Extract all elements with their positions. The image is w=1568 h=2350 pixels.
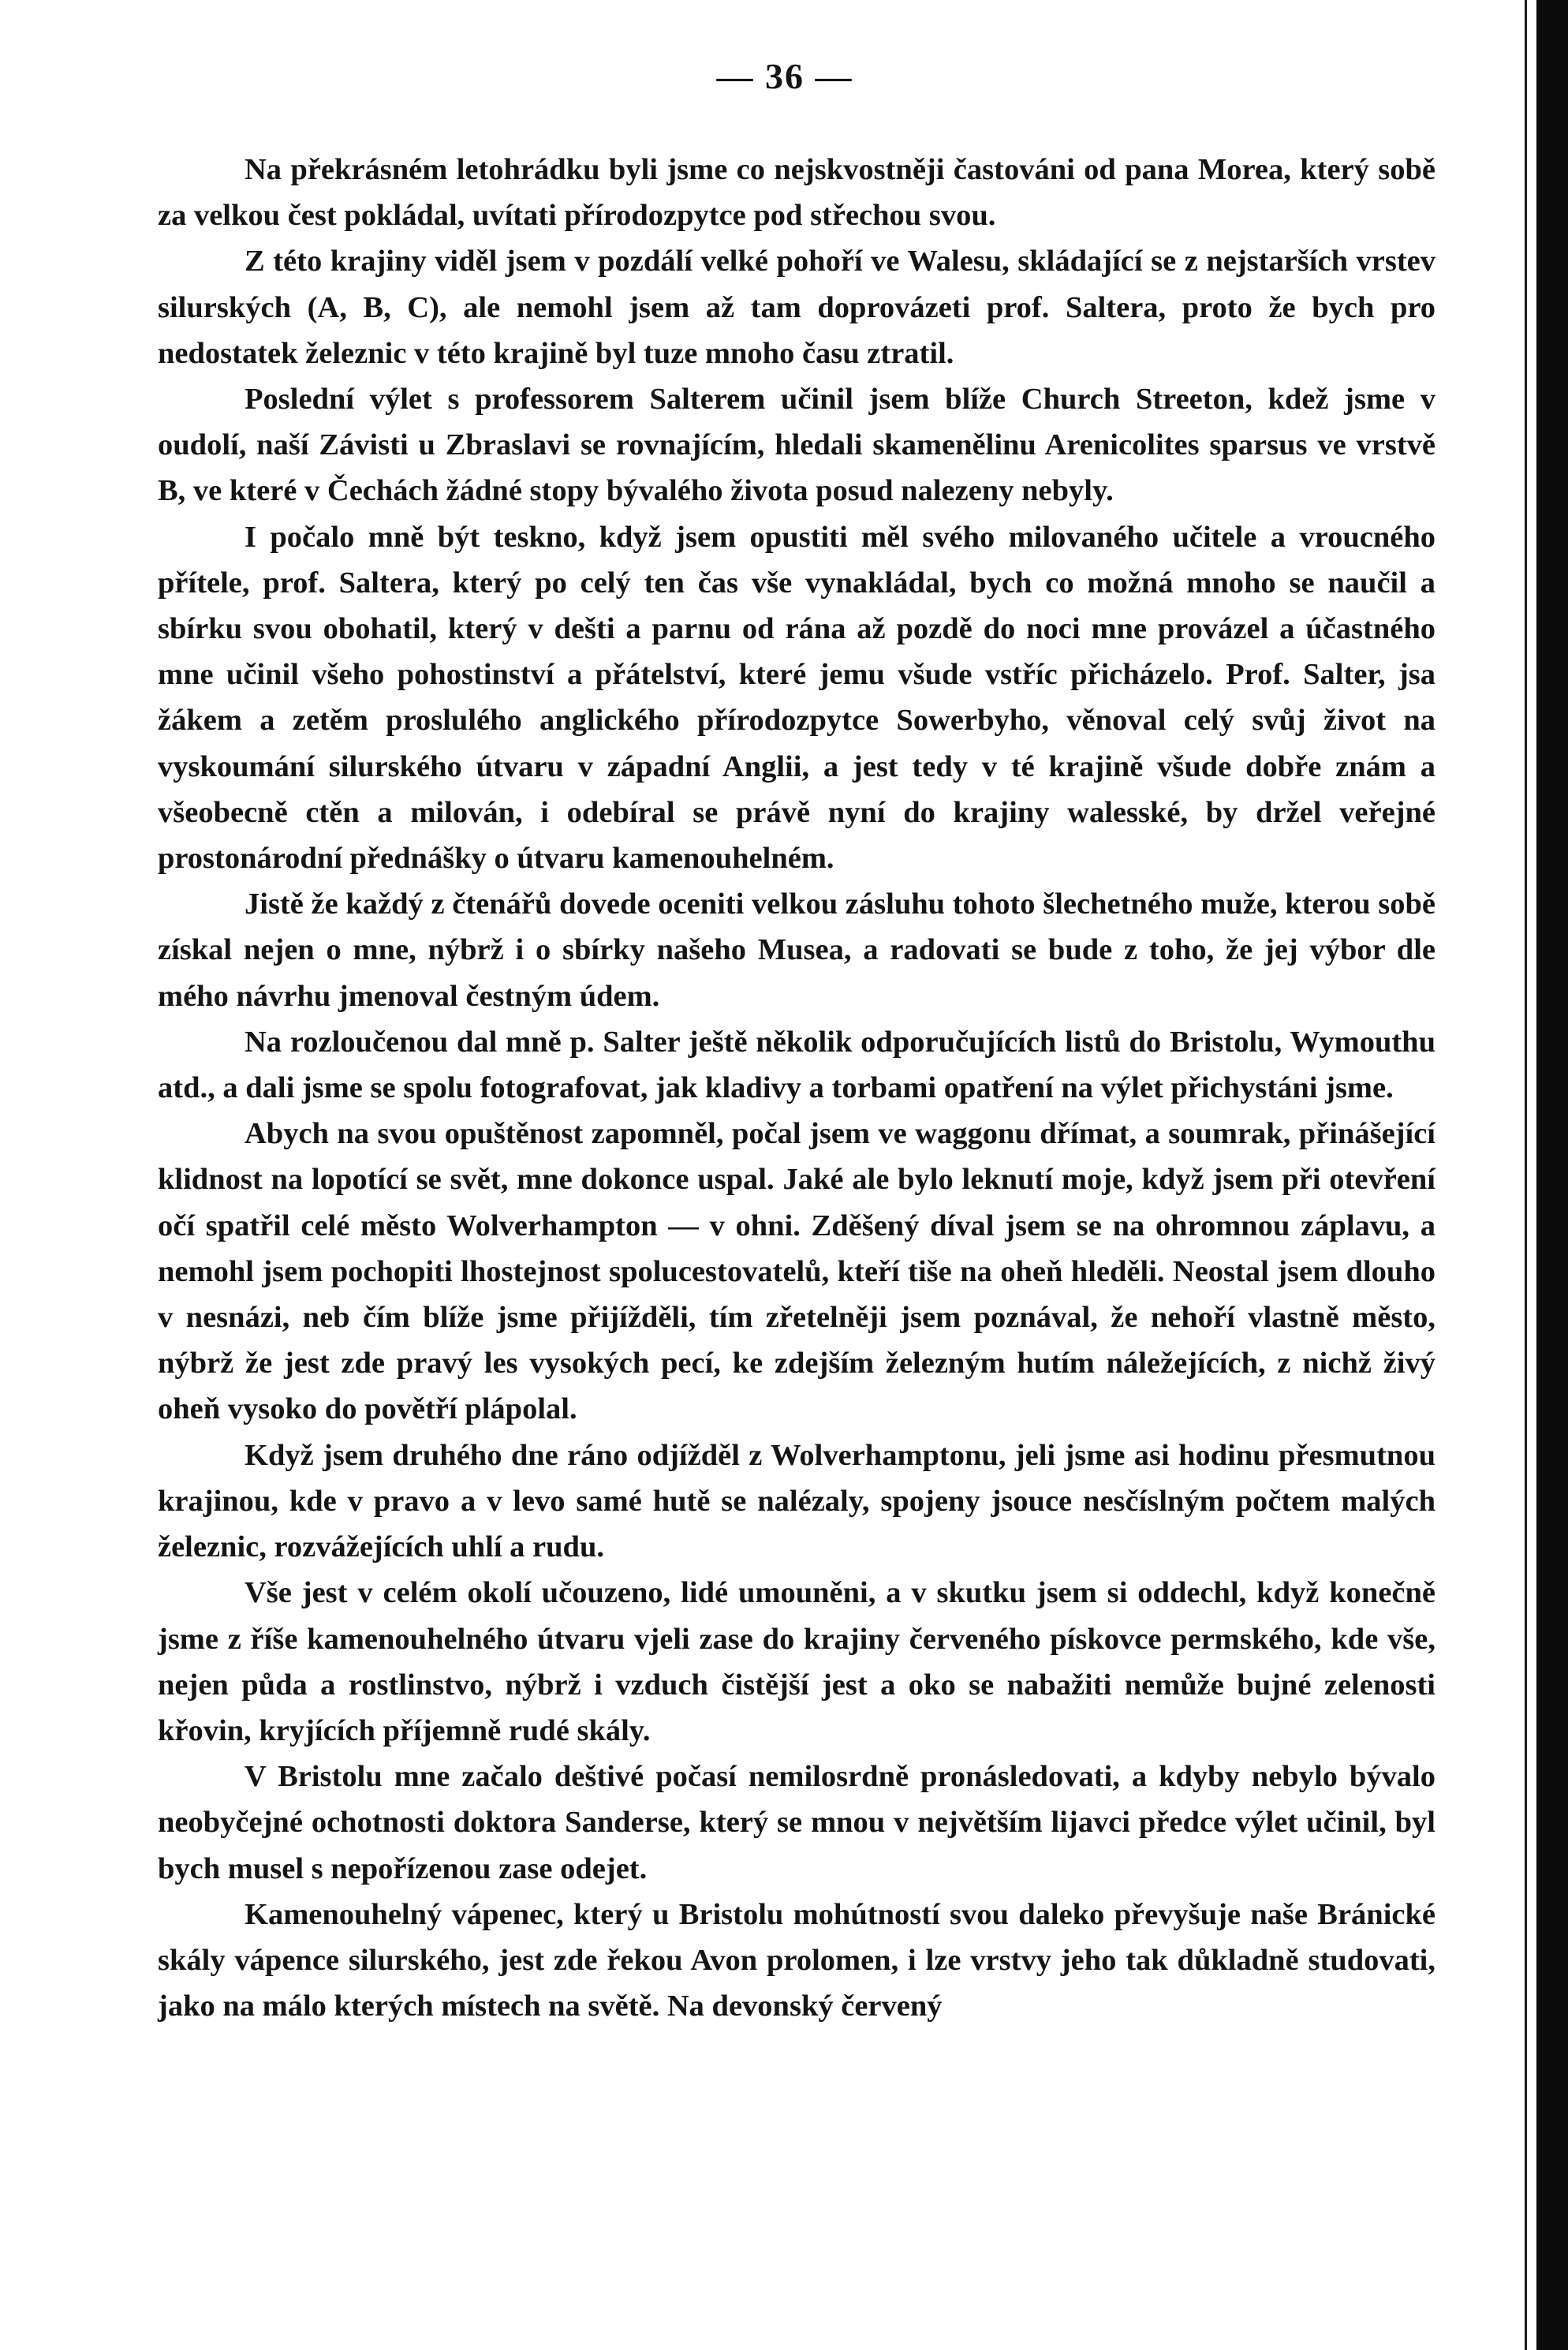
paragraph: I počalo mně být teskno, když jsem opustiti měl svého milovaného učitele a vroucného přítele, prof. Saltera, který po celý ten čas vše vynakládal, bych co možná mnoho se naučil a sbírku svou obohatil, který v dešti a parnu od rána až pozdě do noci mne provázel a účastného mne učinil všeho pohostinství a přátelství, které jemu všude vstříc přicházelo. Prof. Salter, jsa žákem a zetěm proslulého anglického přírodozpytce Sowerbyho, věnoval celý svůj život na vyskoumání silurského útvaru v západní Anglii, a jest tedy v té krajině všude dobře znám a všeobecně ctěn a milován, i odebíral se právě nyní do krajiny walesské, by držel veřejné prostonárodní přednášky o útvaru kamenouhelném. — [158, 520, 1435, 876]
paragraph: Jistě že každý z čtenářů dovede oceniti velkou zásluhu tohoto šlechetného muže, kterou sobě získal nejen o mne, nýbrž i o sbírky našeho Musea, a radovati se bude z toho, že jej výbor dle mého návrhu jmenoval čestným údem. — [158, 887, 1435, 1013]
body-text — [158, 147, 1435, 2029]
paragraph: Poslední výlet s professorem Salterem učinil jsem blíže Church Streeton, kdež jsme v oudolí, naší Závisti u Zbraslavi se rovnajícím, hledali skamenělinu Arenicolites sparsus ve vrstvě B, ve které v Čechách žádné stopy bývalého života posud nalezeny nebyly. — [158, 383, 1435, 508]
page-edge-line — [1525, 0, 1527, 2350]
paragraph: Abych na svou opuštěnost zapomněl, počal jsem ve waggonu dřímat, a soumrak, přinášející klidnost na lopotící se svět, mne dokonce uspal. Jaké ale bylo leknutí moje, když jsem při otevření očí spatřil celé město Wolverhampton — v ohni. Zděšený díval jsem se na ohromnou záplavu, a nemohl jsem pochopiti lhostejnost spolucestovatelů, kteří tiše na oheň hleděli. Neostal jsem dlouho v nesnázi, neb čím blíže jsme přijížděli, tím zřetelněji jsem poznával, že nehoří vlastně město, nýbrž že jest zde pravý les vysokých pecí, ke zdejším železným hutím náležejících, z nichž živý oheň vysoko do povětří plápolal. — [158, 1117, 1435, 1426]
paragraph: Z této krajiny viděl jsem v pozdálí velké pohoří ve Walesu, skládající se z nejstarších vrstev silurských (A, B, C), ale nemohl jsem až tam doprovázeti prof. Saltera, proto že bych pro nedostatek železnic v této krajině byl tuze mnoho času ztratil. — [158, 245, 1435, 370]
paragraph: V Bristolu mne začalo deštivé počasí nemilosrdně pronásledovati, a kdyby nebylo bývalo neobyčejné ochotnosti doktora Sanderse, který se mnou v největším lijavci předce výlet učinil, byl bych musel s nepořízenou zase odejet. — [158, 1760, 1435, 1885]
paragraph: Vše jest v celém okolí učouzeno, lidé umouněni, a v skutku jsem si oddechl, když konečně jsme z říše kamenouhelného útvaru vjeli zase do krajiny červeného pískovce permského, kde vše, nejen půda a rostlinstvo, nýbrž i vzduch čistější jest a oko se nabažiti nemůže bujné zelenosti křovin, kryjících příjemně rudé skály. — [158, 1576, 1435, 1747]
scan-border — [1536, 0, 1568, 2350]
paragraph: Když jsem druhého dne ráno odjížděl z Wolverhamptonu, jeli jsme asi hodinu přesmutnou krajinou, kde v pravo a v levo samé hutě se nalézaly, spojeny jsouce nesčíslným počtem malých železnic, rozvážejících uhlí a rudu. — [158, 1438, 1435, 1564]
paragraph: Kamenouhelný vápenec, který u Bristolu mohútností svou daleko převyšuje naše Bránické skály vápence silurského, jest zde řekou Avon prolomen, i lze vrstvy jeho tak důkladně studovati, jako na málo kterých místech na světě. Na devonský červený — [158, 1897, 1435, 2023]
paragraph: Na rozloučenou dal mně p. Salter ještě několik odporučujících listů do Bristolu, Wymouthu atd., a dali jsme se spolu fotografovat, jak kladivy a torbami opatření na výlet přichystáni jsme. — [158, 1025, 1435, 1105]
paragraph: Na překrásném letohrádku byli jsme co nejskvostněji častováni od pana Morea, který sobě za velkou čest pokládal, uvítati přírodozpytce pod střechou svou. — [158, 153, 1435, 233]
page-number: — 36 — — [716, 56, 853, 96]
